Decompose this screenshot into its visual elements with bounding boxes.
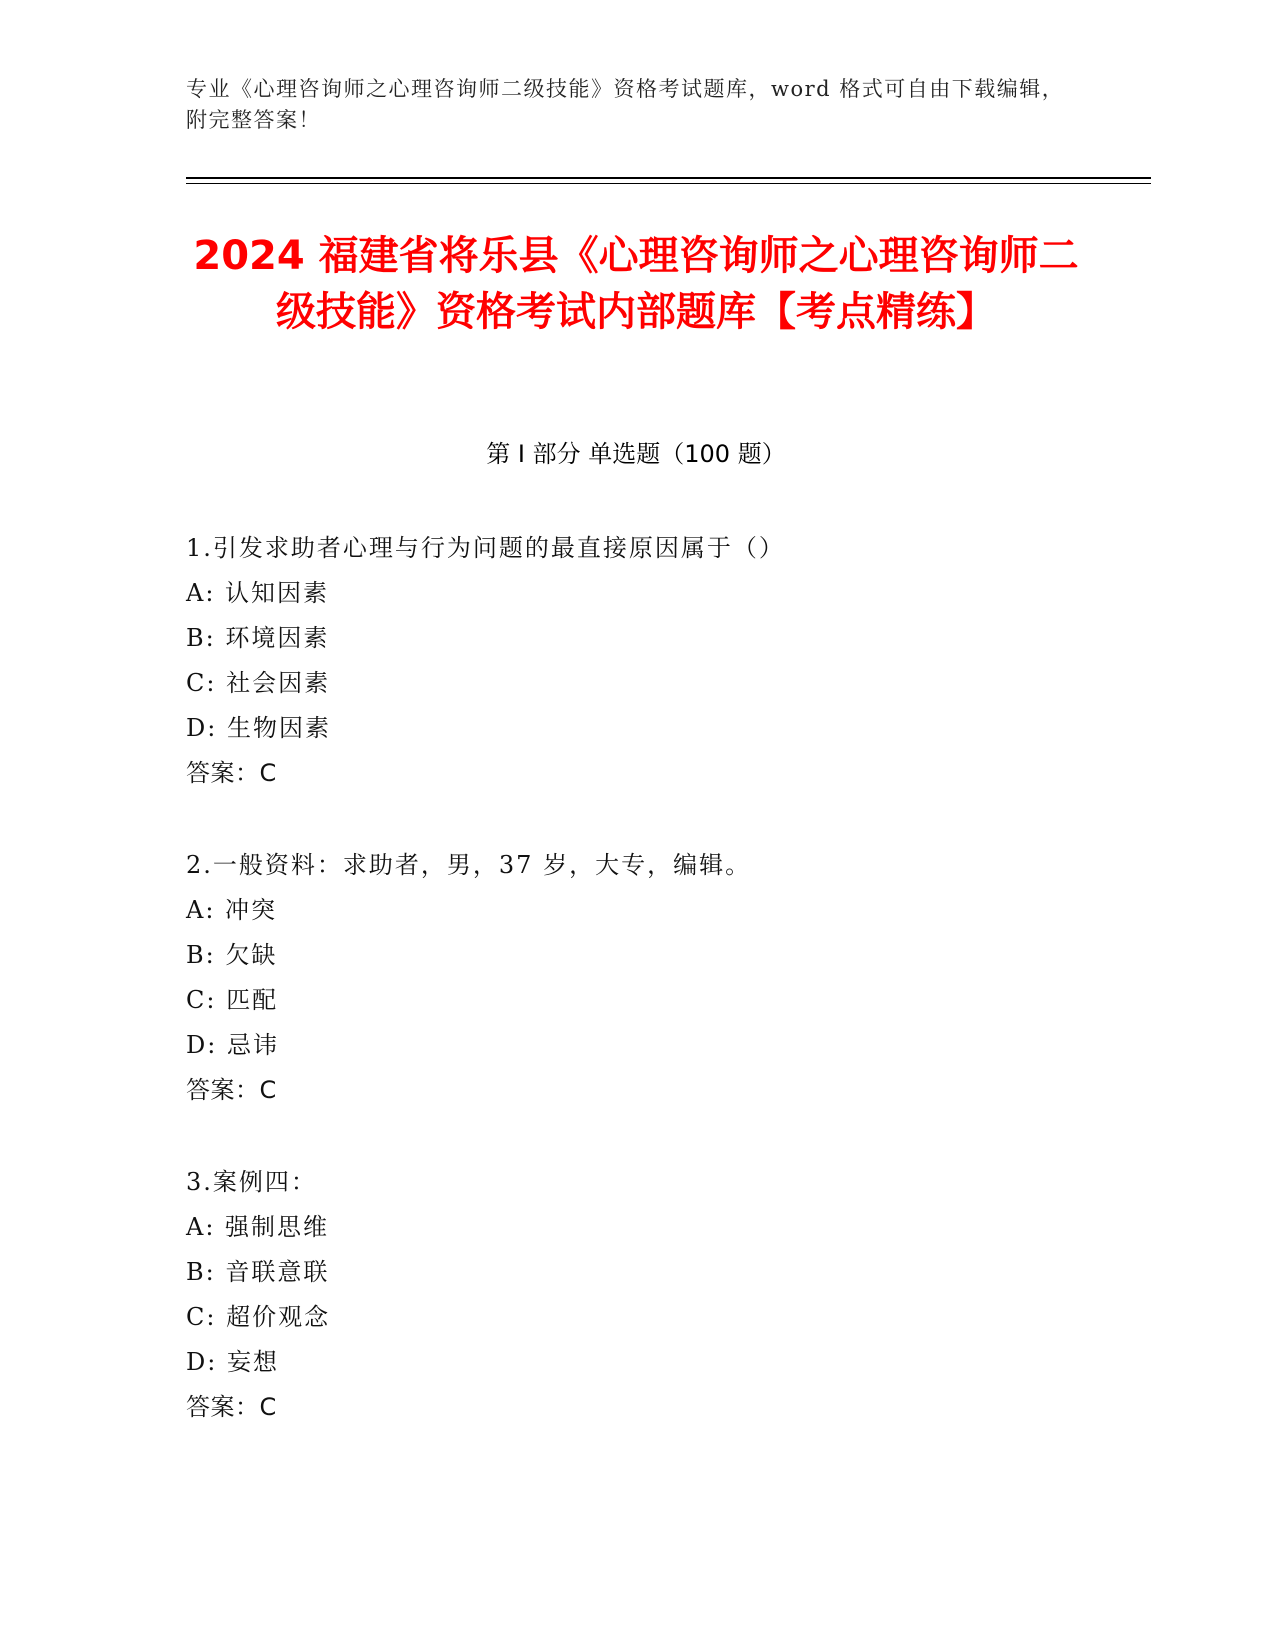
option-d: D: 生物因素 [186,714,331,742]
document-title: 2024 福建省将乐县《心理咨询师之心理咨询师二级技能》资格考试内部题库【考点精练】 [193,233,1079,335]
option-c: C: 社会因素 [186,669,331,697]
header-note: 专业《心理咨询师之心理咨询师二级技能》资格考试题库，word 格式可自由下载编辑，附完整答案！ [186,77,1065,132]
option-c: C: 超价观念 [186,1303,331,1331]
answer: 答案：C [186,1076,277,1104]
answer: 答案：C [186,1393,277,1421]
question-3 [186,1160,1136,1430]
question-stem: 1.引发求助者心理与行为问题的最直接原因属于（） [186,534,785,562]
option-c: C: 匹配 [186,986,279,1014]
option-a: A: 认知因素 [186,579,330,607]
option-d: D: 妄想 [186,1348,279,1376]
option-b: B: 欠缺 [186,941,278,969]
answer: 答案：C [186,759,277,787]
section-heading: 第 I 部分 单选题（100 题） [486,440,786,468]
option-a: A: 冲突 [186,896,278,924]
option-d: D: 忌讳 [186,1031,279,1059]
option-a: A: 强制思维 [186,1213,330,1241]
question-stem: 3.案例四： [186,1168,317,1196]
question-stem: 2.一般资料：求助者，男，37 岁，大专，编辑。 [186,851,752,879]
option-b: B: 环境因素 [186,624,330,652]
header-rule-thick [186,177,1151,179]
header-rule-thin [186,183,1151,184]
question-1 [186,526,1136,796]
question-2 [186,843,1136,1113]
option-b: B: 音联意联 [186,1258,330,1286]
